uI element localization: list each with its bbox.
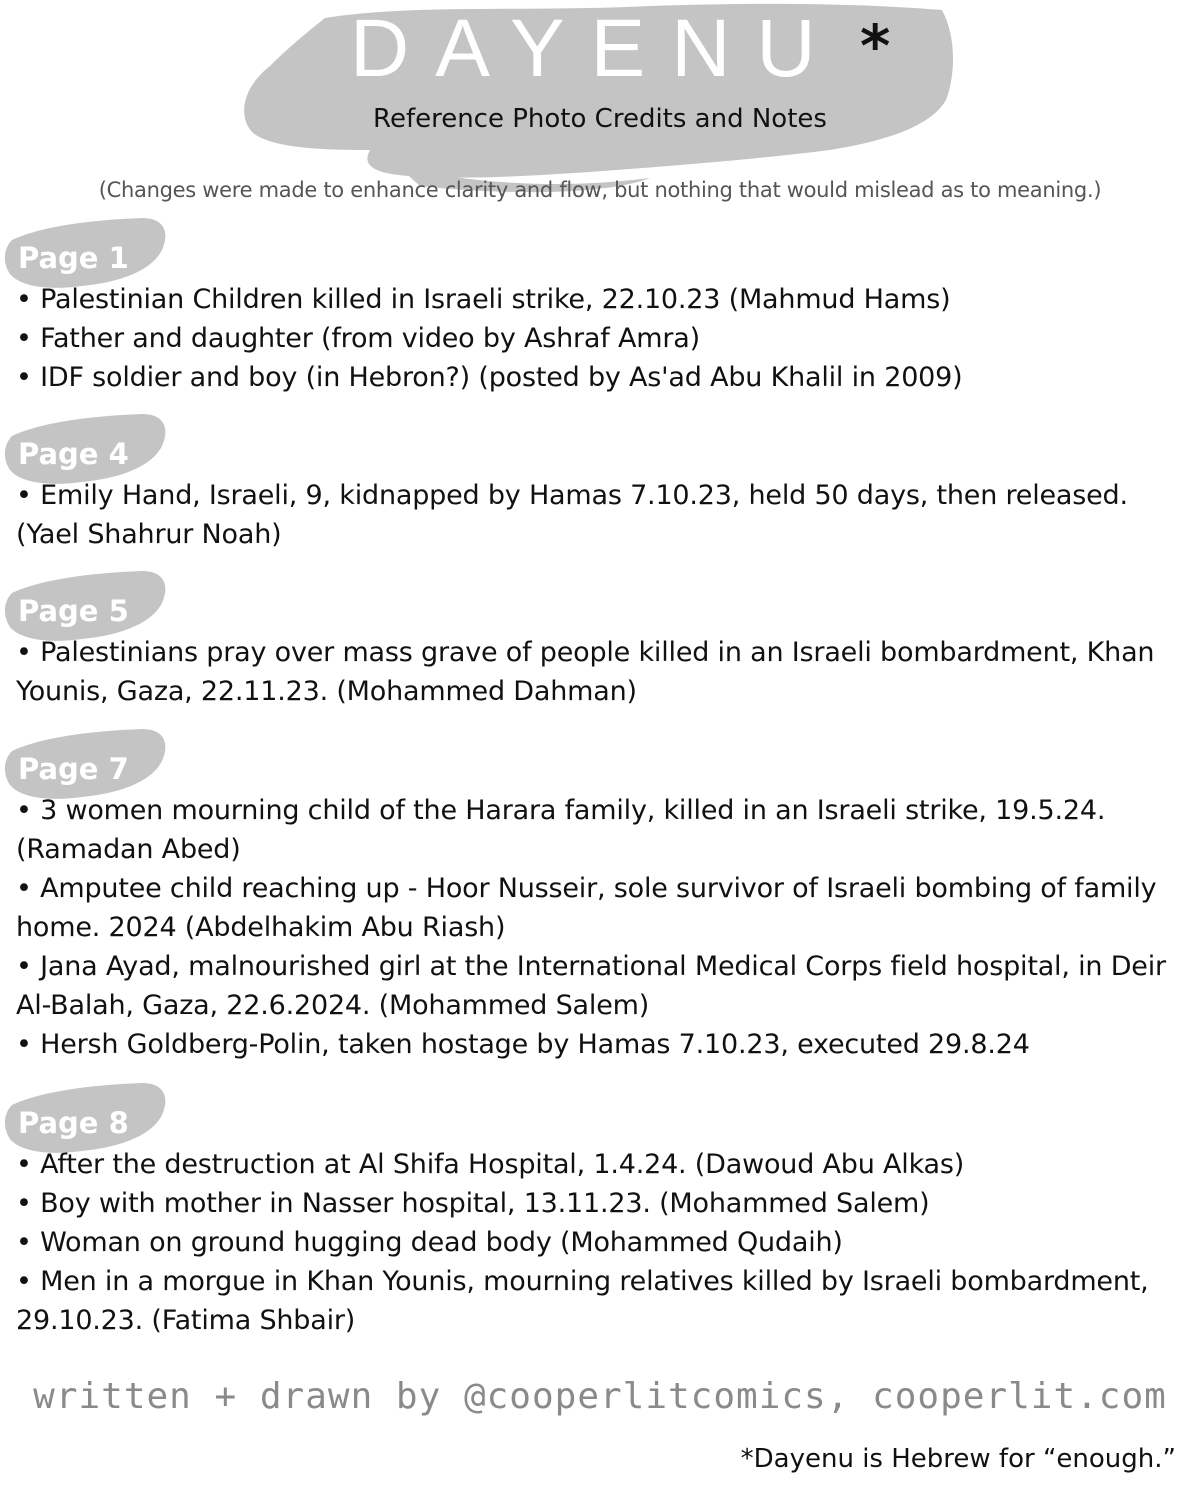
list-item: • Woman on ground hugging dead body (Mohammed Qudaih) bbox=[16, 1227, 843, 1258]
section-page-8 bbox=[16, 1101, 1186, 1340]
page-subtitle: Reference Photo Credits and Notes bbox=[373, 104, 827, 134]
list-item: • Men in a morgue in Khan Younis, mourning relatives killed by Israeli bombardment, 29.10.23. (Fatima Shbair) bbox=[16, 1266, 1149, 1336]
section-header bbox=[16, 589, 1186, 633]
list-item: • IDF soldier and boy (in Hebron?) (posted by As'ad Abu Khalil in 2009) bbox=[16, 362, 963, 393]
list-item: • After the destruction at Al Shifa Hospital, 1.4.24. (Dawoud Abu Alkas) bbox=[16, 1149, 965, 1180]
section-header bbox=[16, 1101, 1186, 1145]
section-label: Page 5 bbox=[18, 594, 129, 628]
section-header bbox=[16, 432, 1186, 476]
section-label: Page 1 bbox=[18, 241, 129, 275]
section-header bbox=[16, 236, 1186, 280]
list-item: • Father and daughter (from video by Ashraf Amra) bbox=[16, 323, 700, 354]
section-page-4 bbox=[16, 432, 1186, 554]
section-page-5 bbox=[16, 589, 1186, 711]
section-label: Page 8 bbox=[18, 1106, 129, 1140]
list-item: • Boy with mother in Nasser hospital, 13.11.23. (Mohammed Salem) bbox=[16, 1188, 930, 1219]
list-item: • Hersh Goldberg-Polin, taken hostage by Hamas 7.10.23, executed 29.8.24 bbox=[16, 1029, 1030, 1060]
page-title: DAYENU bbox=[350, 3, 842, 94]
section-header bbox=[16, 747, 1186, 791]
list-item: • Emily Hand, Israeli, 9, kidnapped by Hamas 7.10.23, held 50 days, then released. (Yael Shahrur Noah) bbox=[16, 480, 1128, 550]
section-page-1 bbox=[16, 236, 1186, 397]
list-item: • Palestinians pray over mass grave of people killed in an Israeli bombardment, Khan Younis, Gaza, 22.11.23. (Mohammed Dahman) bbox=[16, 637, 1155, 707]
section-label: Page 7 bbox=[18, 752, 129, 786]
author-credit: written + drawn by @cooperlitcomics, cooperlit.com bbox=[33, 1376, 1167, 1417]
editorial-note: (Changes were made to enhance clarity and flow, but nothing that would mislead as to meaning.) bbox=[98, 178, 1102, 202]
list-item: • Palestinian Children killed in Israeli strike, 22.10.23 (Mahmud Hams) bbox=[16, 284, 951, 315]
list-item: • Amputee child reaching up - Hoor Nusseir, sole survivor of Israeli bombing of family home. 2024 (Abdelhakim Abu Riash) bbox=[16, 873, 1157, 943]
list-item: • Jana Ayad, malnourished girl at the International Medical Corps field hospital, in Deir Al-Balah, Gaza, 22.6.2024. (Mohammed Salem) bbox=[16, 951, 1166, 1021]
section-label: Page 4 bbox=[18, 437, 129, 471]
list-item: • 3 women mourning child of the Harara family, killed in an Israeli strike, 19.5.24. (Ramadan Abed) bbox=[16, 795, 1106, 865]
section-page-7 bbox=[16, 747, 1186, 1064]
title-asterisk: * bbox=[860, 12, 891, 80]
footnote: *Dayenu is Hebrew for “enough.” bbox=[740, 1444, 1176, 1474]
